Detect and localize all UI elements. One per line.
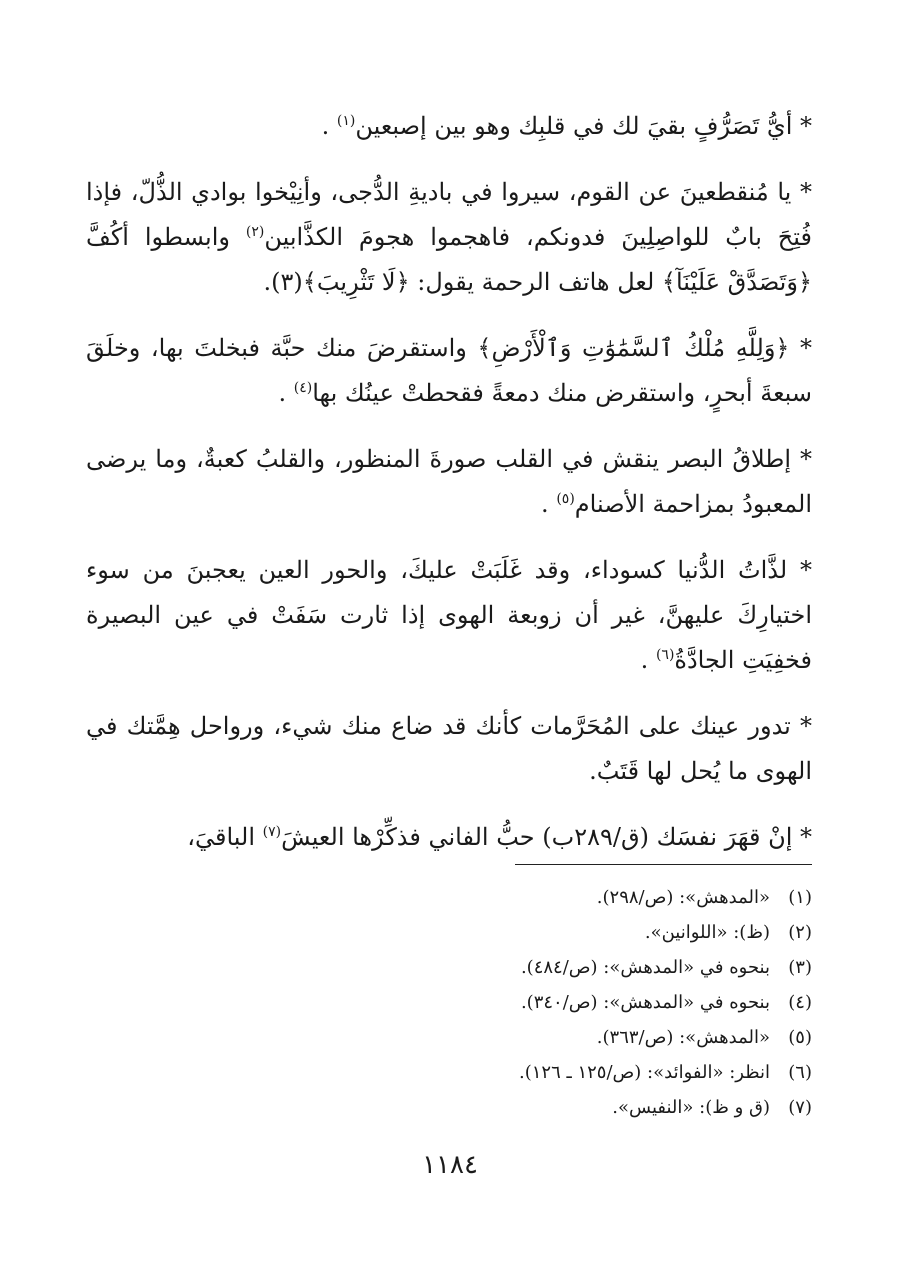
paragraph-text: * لذَّاتُ الدُّنيا كسوداء، وقد غَلَبَتْ عليكَ، والحور العين يعجبنَ من سوء اختيارِكَ عليهنَّ، غير أن زوبعة الهوى إذا ثارت سَفَتْ في عين البصيرة فخفِيَتِ الجادَّةُ	[86, 556, 813, 674]
footnote-item	[300, 880, 812, 915]
footnote-number: (٣)	[788, 957, 812, 978]
footnote-number: (١)	[788, 887, 812, 908]
footnotes-list	[300, 880, 812, 1125]
footnote-item	[300, 950, 812, 985]
paragraph-text: * أيُّ تَصَرُّفٍ بقيَ لك في قلبِك وهو بين إصبعين	[355, 112, 812, 140]
footnote-text: (ظ): «اللوانين».	[644, 922, 770, 943]
footnote-number: (٥)	[788, 1027, 812, 1048]
paragraph-tail: الباقيَ،	[187, 823, 263, 851]
footnote-ref: (٥)	[556, 491, 575, 507]
footnote-number: (٦)	[788, 1062, 812, 1083]
footnote-text: انظر: «الفوائد»: (ص/١٢٥ ـ ١٢٦).	[518, 1062, 770, 1083]
footnote-text: «المدهش»: (ص/٣٦٣).	[596, 1027, 770, 1048]
footnote-ref: (٦)	[655, 647, 675, 663]
footnote-item	[300, 915, 812, 950]
footnote-number: (٧)	[788, 1097, 812, 1118]
paragraph-tail: .	[321, 112, 337, 140]
paragraph-1	[86, 104, 812, 149]
footnote-item	[300, 1090, 812, 1125]
footnote-ref: (١)	[336, 113, 356, 129]
footnote-text: «المدهش»: (ص/٢٩٨).	[596, 887, 770, 908]
paragraph-5	[86, 548, 812, 683]
paragraph-tail: .	[541, 490, 557, 518]
page-number: ١١٨٤	[422, 1150, 478, 1180]
footnote-text: (ق و ظ): «النفيس».	[612, 1097, 770, 1118]
paragraph-3	[86, 326, 812, 416]
footnote-item	[300, 1055, 812, 1090]
paragraph-7	[86, 815, 812, 860]
footnote-ref: (٤)	[293, 380, 313, 396]
footnote-item	[300, 985, 812, 1020]
footnote-number: (٢)	[788, 922, 812, 943]
paragraph-text: * ﴿وَلِلَّهِ مُلْكُ ٱلسَّمَٰوَٰتِ وَٱلْأَرْضِ﴾ واستقرضَ منك حبَّة فبخلتَ بها، وخلَقَ سبعةَ أبحرٍ، واستقرض منك دمعةً فقحطتْ عينُك بها	[86, 334, 812, 407]
main-text	[86, 104, 812, 881]
paragraph-tail: .	[640, 646, 656, 674]
footnote-item	[300, 1020, 812, 1055]
footnote-divider	[515, 864, 812, 865]
paragraph-6	[86, 704, 812, 794]
footnote-text: بنحوه في «المدهش»: (ص/٤٨٤).	[520, 957, 770, 978]
paragraph-4	[86, 437, 812, 527]
paragraph-text: * تدور عينك على المُحَرَّمات كأنك قد ضاع منك شيء، ورواحل هِمَّتك في الهوى ما يُحل لها قَتَبٌ.	[86, 712, 812, 785]
paragraph-tail: وابسطوا أكُفَّ ﴿وَتَصَدَّقْ عَلَيْنَآ﴾ لعل هاتف الرحمة يقول: ﴿لَا تَثْرِيبَ﴾(٣).	[86, 223, 812, 296]
paragraph-text: * إطلاقُ البصر ينقش في القلب صورةَ المنظور، والقلبُ كعبةٌ، وما يرضى المعبودُ بمزاحمة الأصنام	[86, 445, 813, 518]
footnote-ref: (٢)	[245, 224, 265, 240]
footnote-ref: (٧)	[262, 824, 282, 840]
footnote-text: بنحوه في «المدهش»: (ص/٣٤٠).	[520, 992, 770, 1013]
footnote-number: (٤)	[788, 992, 812, 1013]
paragraph-text: * يا مُنقطعينَ عن القوم، سيروا في باديةِ الدُّجى، وأنِيْخوا بوادي الذُّلّ، فإذا فُتِحَ بابٌ للواصِلِينَ فدونكم، فاهجموا هجومَ الكذَّابين	[86, 178, 813, 251]
paragraph-tail: .	[278, 379, 294, 407]
paragraph-2	[86, 170, 812, 305]
paragraph-text: * إنْ قهَرَ نفسَك (ق/٢٨٩ب) حبُّ الفاني فذكِّرْها العيشَ	[281, 823, 812, 851]
